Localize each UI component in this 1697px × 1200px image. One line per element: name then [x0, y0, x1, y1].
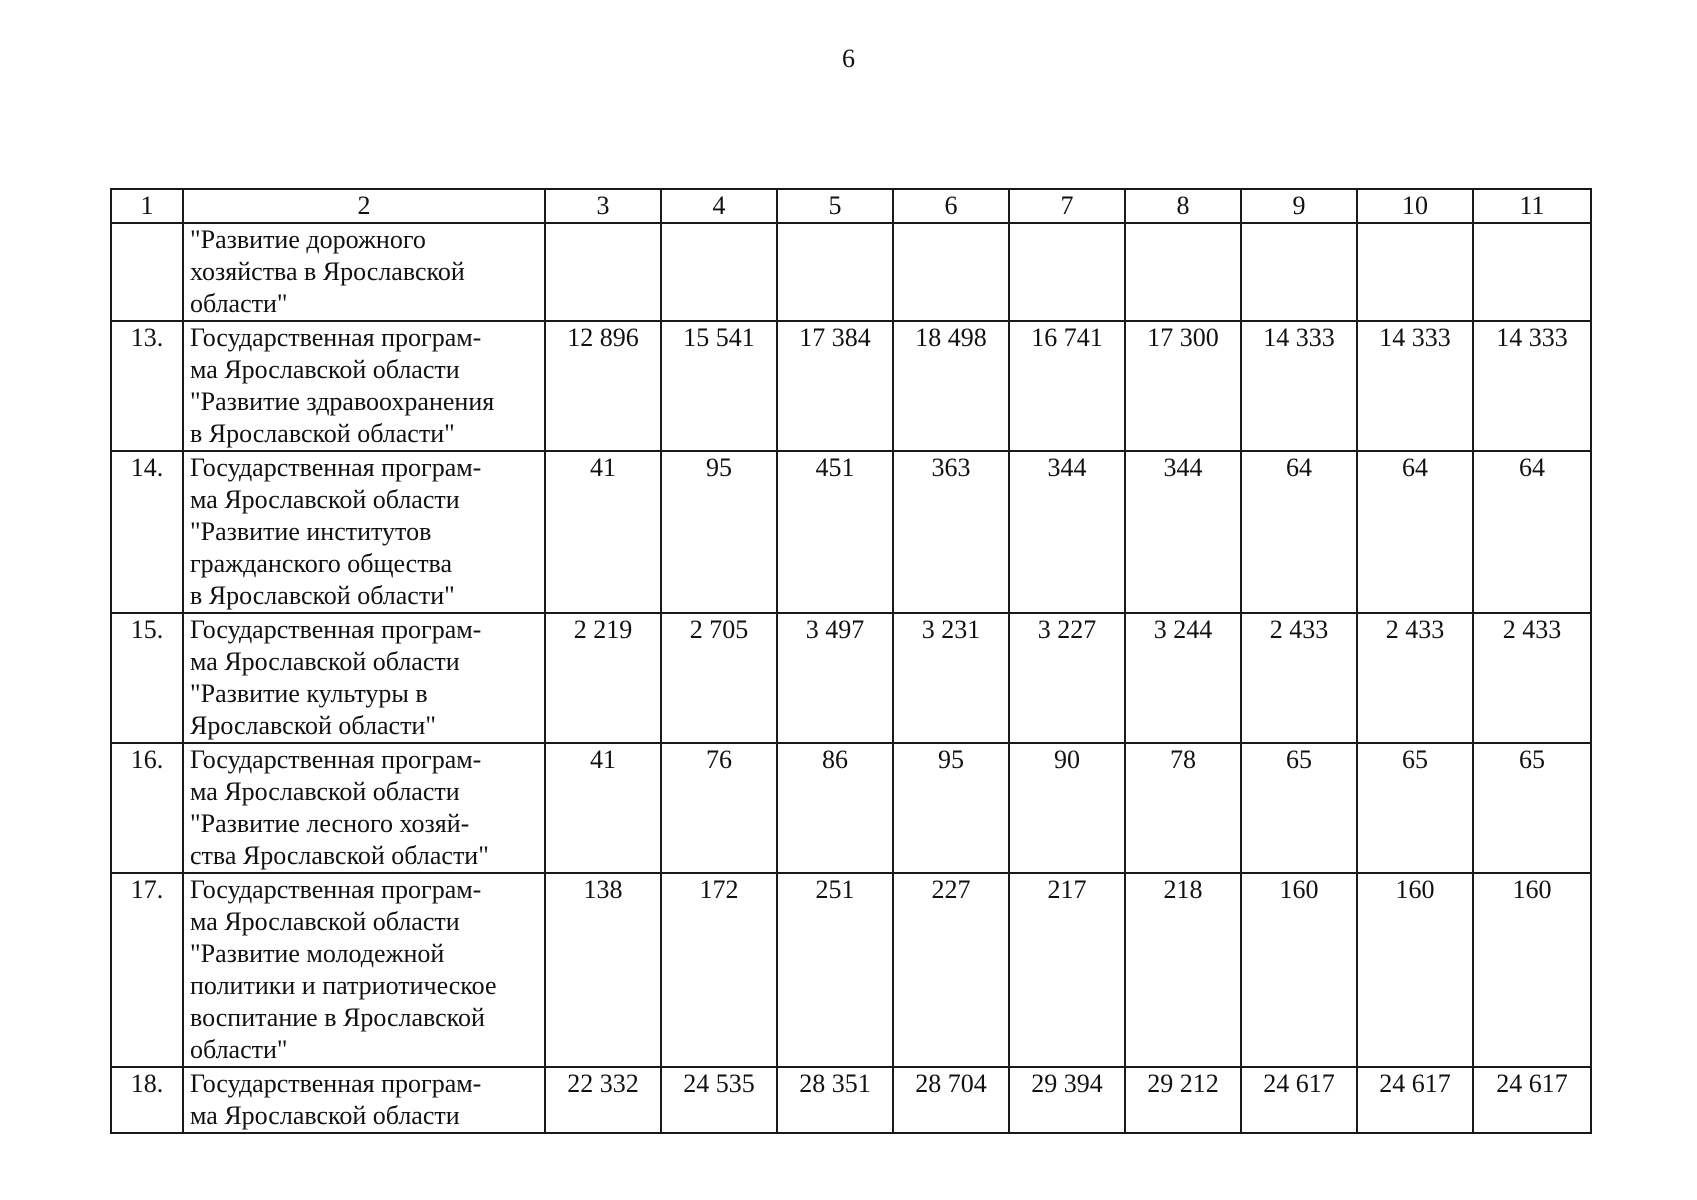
program-name-line: гражданского общества	[190, 549, 453, 578]
program-name	[183, 451, 545, 613]
program-name-line: ства Ярославской области"	[190, 841, 489, 870]
value-cell: 2 433	[1241, 613, 1357, 743]
program-name-line: ма Ярославской области	[190, 907, 460, 936]
value-cell: 14 333	[1241, 321, 1357, 451]
program-name-line: Государственная програм-	[190, 615, 482, 644]
header-cell: 3	[545, 189, 661, 223]
value-cell: 90	[1009, 743, 1125, 873]
program-name-line: Государственная програм-	[190, 875, 482, 904]
value-cell: 18 498	[893, 321, 1009, 451]
program-name-line: в Ярославской области"	[190, 419, 455, 448]
program-name-line: Государственная програм-	[190, 745, 482, 774]
value-cell: 41	[545, 451, 661, 613]
value-cell	[1357, 223, 1473, 321]
program-name-line: хозяйства в Ярославской	[190, 257, 465, 286]
row-index	[111, 223, 183, 321]
value-cell: 95	[661, 451, 777, 613]
value-cell	[1241, 223, 1357, 321]
page-number: 6	[842, 44, 855, 73]
table-row	[111, 321, 1591, 451]
program-name-line: ма Ярославской области	[190, 1101, 460, 1130]
value-cell: 3 244	[1125, 613, 1241, 743]
value-cell: 3 231	[893, 613, 1009, 743]
value-cell: 76	[661, 743, 777, 873]
value-cell: 24 535	[661, 1067, 777, 1133]
table-row	[111, 613, 1591, 743]
program-name	[183, 1067, 545, 1133]
header-cell: 1	[111, 189, 183, 223]
program-name-line: ма Ярославской области	[190, 355, 460, 384]
value-cell: 17 384	[777, 321, 893, 451]
value-cell	[1125, 223, 1241, 321]
program-name-line: области"	[190, 289, 288, 318]
value-cell: 217	[1009, 873, 1125, 1067]
value-cell: 2 433	[1473, 613, 1591, 743]
value-cell: 3 227	[1009, 613, 1125, 743]
value-cell: 2 705	[661, 613, 777, 743]
program-name-line: Государственная програм-	[190, 453, 482, 482]
value-cell: 14 333	[1473, 321, 1591, 451]
value-cell	[1473, 223, 1591, 321]
row-index: 13.	[111, 321, 183, 451]
program-name-line: ма Ярославской области	[190, 647, 460, 676]
value-cell: 15 541	[661, 321, 777, 451]
row-index: 16.	[111, 743, 183, 873]
program-name	[183, 223, 545, 321]
program-name-line: Государственная програм-	[190, 1069, 482, 1098]
program-name-line: ма Ярославской области	[190, 777, 460, 806]
program-name-line: ма Ярославской области	[190, 485, 460, 514]
table-row	[111, 451, 1591, 613]
row-index: 14.	[111, 451, 183, 613]
program-name-line: Государственная програм-	[190, 323, 482, 352]
program-name-line: "Развитие институтов	[190, 517, 432, 546]
value-cell: 363	[893, 451, 1009, 613]
program-name-line: "Развитие молодежной	[190, 939, 445, 968]
value-cell: 24 617	[1473, 1067, 1591, 1133]
value-cell: 29 394	[1009, 1067, 1125, 1133]
value-cell: 251	[777, 873, 893, 1067]
program-name-line: воспитание в Ярославской	[190, 1003, 485, 1032]
value-cell	[545, 223, 661, 321]
value-cell	[777, 223, 893, 321]
header-cell: 4	[661, 189, 777, 223]
row-index: 18.	[111, 1067, 183, 1133]
value-cell	[893, 223, 1009, 321]
program-name	[183, 321, 545, 451]
value-cell: 160	[1357, 873, 1473, 1067]
header-cell: 8	[1125, 189, 1241, 223]
program-name-line: политики и патриотическое	[190, 971, 497, 1000]
value-cell: 160	[1241, 873, 1357, 1067]
program-name-line: области"	[190, 1035, 288, 1064]
program-name-line: в Ярославской области"	[190, 581, 455, 610]
value-cell: 28 351	[777, 1067, 893, 1133]
value-cell: 138	[545, 873, 661, 1067]
value-cell: 17 300	[1125, 321, 1241, 451]
value-cell	[1009, 223, 1125, 321]
value-cell: 64	[1357, 451, 1473, 613]
value-cell: 227	[893, 873, 1009, 1067]
value-cell: 95	[893, 743, 1009, 873]
table-header-row	[111, 189, 1591, 223]
value-cell: 78	[1125, 743, 1241, 873]
value-cell: 29 212	[1125, 1067, 1241, 1133]
header-cell: 2	[183, 189, 545, 223]
value-cell: 344	[1009, 451, 1125, 613]
value-cell: 218	[1125, 873, 1241, 1067]
table-row	[111, 743, 1591, 873]
value-cell: 16 741	[1009, 321, 1125, 451]
row-index: 17.	[111, 873, 183, 1067]
value-cell: 2 433	[1357, 613, 1473, 743]
value-cell: 2 219	[545, 613, 661, 743]
program-name-line: "Развитие дорожного	[190, 225, 426, 254]
program-name	[183, 873, 545, 1067]
header-cell: 6	[893, 189, 1009, 223]
program-name-line: "Развитие здравоохранения	[190, 387, 495, 416]
value-cell: 65	[1241, 743, 1357, 873]
row-index: 15.	[111, 613, 183, 743]
header-cell: 5	[777, 189, 893, 223]
header-cell: 7	[1009, 189, 1125, 223]
value-cell: 24 617	[1241, 1067, 1357, 1133]
value-cell: 12 896	[545, 321, 661, 451]
value-cell: 172	[661, 873, 777, 1067]
value-cell: 451	[777, 451, 893, 613]
value-cell: 22 332	[545, 1067, 661, 1133]
program-name-line: "Развитие лесного хозяй-	[190, 809, 470, 838]
value-cell: 64	[1241, 451, 1357, 613]
program-name-line: Ярославской области"	[190, 711, 436, 740]
program-name	[183, 743, 545, 873]
value-cell: 86	[777, 743, 893, 873]
program-name-line: "Развитие культуры в	[190, 679, 428, 708]
program-name	[183, 613, 545, 743]
value-cell: 64	[1473, 451, 1591, 613]
header-cell: 10	[1357, 189, 1473, 223]
value-cell	[661, 223, 777, 321]
header-cell: 9	[1241, 189, 1357, 223]
value-cell: 28 704	[893, 1067, 1009, 1133]
table-row	[111, 223, 1591, 321]
value-cell: 3 497	[777, 613, 893, 743]
table-row	[111, 1067, 1591, 1133]
value-cell: 344	[1125, 451, 1241, 613]
value-cell: 14 333	[1357, 321, 1473, 451]
value-cell: 24 617	[1357, 1067, 1473, 1133]
value-cell: 65	[1357, 743, 1473, 873]
table-row	[111, 873, 1591, 1067]
value-cell: 65	[1473, 743, 1591, 873]
header-cell: 11	[1473, 189, 1591, 223]
value-cell: 160	[1473, 873, 1591, 1067]
budget-table	[110, 188, 1592, 1134]
value-cell: 41	[545, 743, 661, 873]
